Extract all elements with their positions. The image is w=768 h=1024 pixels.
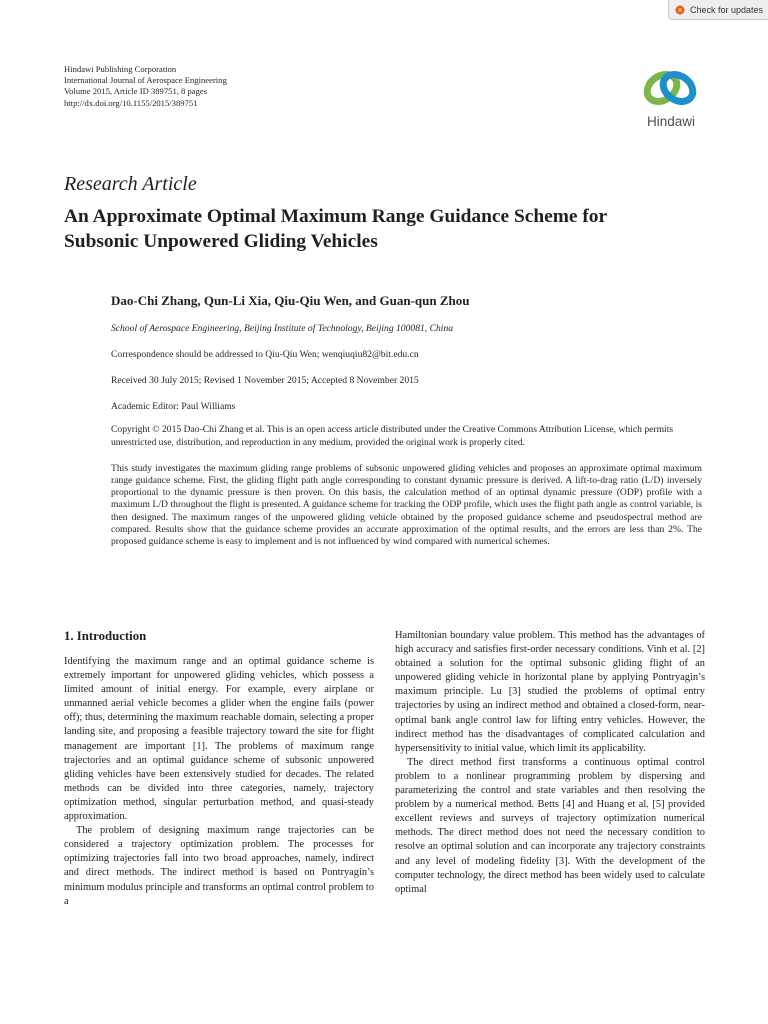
publisher-line: Hindawi Publishing Corporation (64, 64, 177, 74)
journal-header (64, 64, 227, 109)
right-column (395, 629, 705, 897)
intro-paragraph-1: Identifying the maximum range and an optimal guidance scheme is extremely important for unpowered gliding vehicles, which possess a limited amount of initial energy. For example, every airplane or unmanned aerial vehicle becomes a glider when the engine fails (power off); thus, determining the maximum reachable domain, selecting a proper landing site, and proposing a feasible trajectory toward the site for flight management are important [1]. The problems of maximum range trajectories and an optimal guidance scheme of subsonic unpowered gliding vehicles have been extensively studied for decades. The related methods can be divided into three categories, namely, trajectory optimization method, singular perturbation method, and quasi-steady approximation. (64, 656, 374, 823)
journal-line: International Journal of Aerospace Engineering (64, 75, 227, 86)
hindawi-logo-text: Hindawi (646, 114, 696, 129)
left-column (64, 628, 374, 909)
volume-line: Volume 2015, Article ID 389751, 8 pages (64, 86, 208, 97)
check-for-updates-label: Check for updates (690, 4, 764, 15)
article-title: An Approximate Optimal Maximum Range Guidance Scheme for Subsonic Unpowered Gliding Vehicles (64, 206, 607, 252)
check-updates-icon (675, 5, 685, 15)
article-type: Research Article (64, 173, 197, 195)
academic-editor: Academic Editor: Paul Williams (111, 401, 236, 412)
section-heading: 1. Introduction (64, 629, 147, 643)
affiliation: School of Aerospace Engineering, Beijing Institute of Technology, Beijing 100081, China (111, 323, 454, 334)
article-dates: Received 30 July 2015; Revised 1 November 2015; Accepted 8 November 2015 (111, 375, 419, 386)
correspondence: Correspondence should be addressed to Qiu-Qiu Wen; wenqiuqiu82@bit.edu.cn (111, 349, 419, 360)
intro-paragraph-4: The direct method first transforms a continuous optimal control problem to a nonlinear programming problem by dispersing and parameterizing the control and state variables and then resolving the problem by a numerical method. Betts [4] and Huang et al. [5] provided excellent reviews and surveys of trajectory optimization numerical methods. The direct method does not need the necessary condition to resolve an optimal solution and can incorporate any trajectory constraints and any level of modeling fidelity [3]. With the development of the computer technology, the direct method has been widely used to calculate optimal (395, 756, 705, 895)
intro-paragraph-2: The problem of designing maximum range trajectories can be considered a trajectory optimization problem. The processes for optimizing trajectories fall into two broad approaches, namely, indirect and direct methods. The indirect method is based on Pontryagin’s minimum modulus principle and transforms an optimal control problem to a (64, 825, 374, 907)
doi-link[interactable]: http://dx.doi.org/10.1155/2015/389751 (64, 97, 198, 108)
author-list: Dao-Chi Zhang, Qun-Li Xia, Qiu-Qiu Wen, and Guan-qun Zhou (111, 293, 470, 308)
abstract: This study investigates the maximum gliding range problems of subsonic unpowered gliding vehicles and proposes an approximate optimal maximum range guidance scheme. First, the gliding flight path angle corresponding to constant dynamic pressure is derived. A lift-to-drag ratio (L/D) inversely proportional to the dynamic pressure is then proven. On this basis, the calculation method of an optimal dynamic pressure (ODP) profile with a maximum L/D throughout the flight is presented. A guidance scheme for tracking the ODP profile, which uses the flight path angle as control variable, is then designed. The maximum ranges of the unpowered gliding vehicle obtained by the proposed guidance scheme and pseudospectral method are compared. Results show that the guidance scheme provides an accurate approximation of the optimal results, and the errors are less than 2%. The proposed guidance scheme is easy to implement and is not influenced by wind compared with numerical schemes. (111, 463, 702, 547)
check-for-updates-button[interactable] (668, 0, 768, 20)
intro-paragraph-3: Hamiltonian boundary value problem. This method has the advantages of high accuracy and satisfies first-order necessary conditions. Vinh et al. [2] obtained a solution for the optimal subsonic gliding flight of an unpowered gliding vehicle in horizontal plane by applying Pontryagin’s maximum principle. Lu [3] studied the problems of optimal entry trajectories by using an indirect method and obtained a closed-form, near-optimal bank angle control law for lifting entry vehicles. However, the indirect method has the disadvantages of complicated calculation and hypersensitivity to initial value, which limit its applicability. (395, 630, 705, 754)
copyright-notice: Copyright © 2015 Dao-Chi Zhang et al. This is an open access article distributed under the Creative Commons Attribution License, which permits unrestricted use, distribution, and reproduction in any medium, provided the original work is properly cited. (111, 424, 674, 448)
